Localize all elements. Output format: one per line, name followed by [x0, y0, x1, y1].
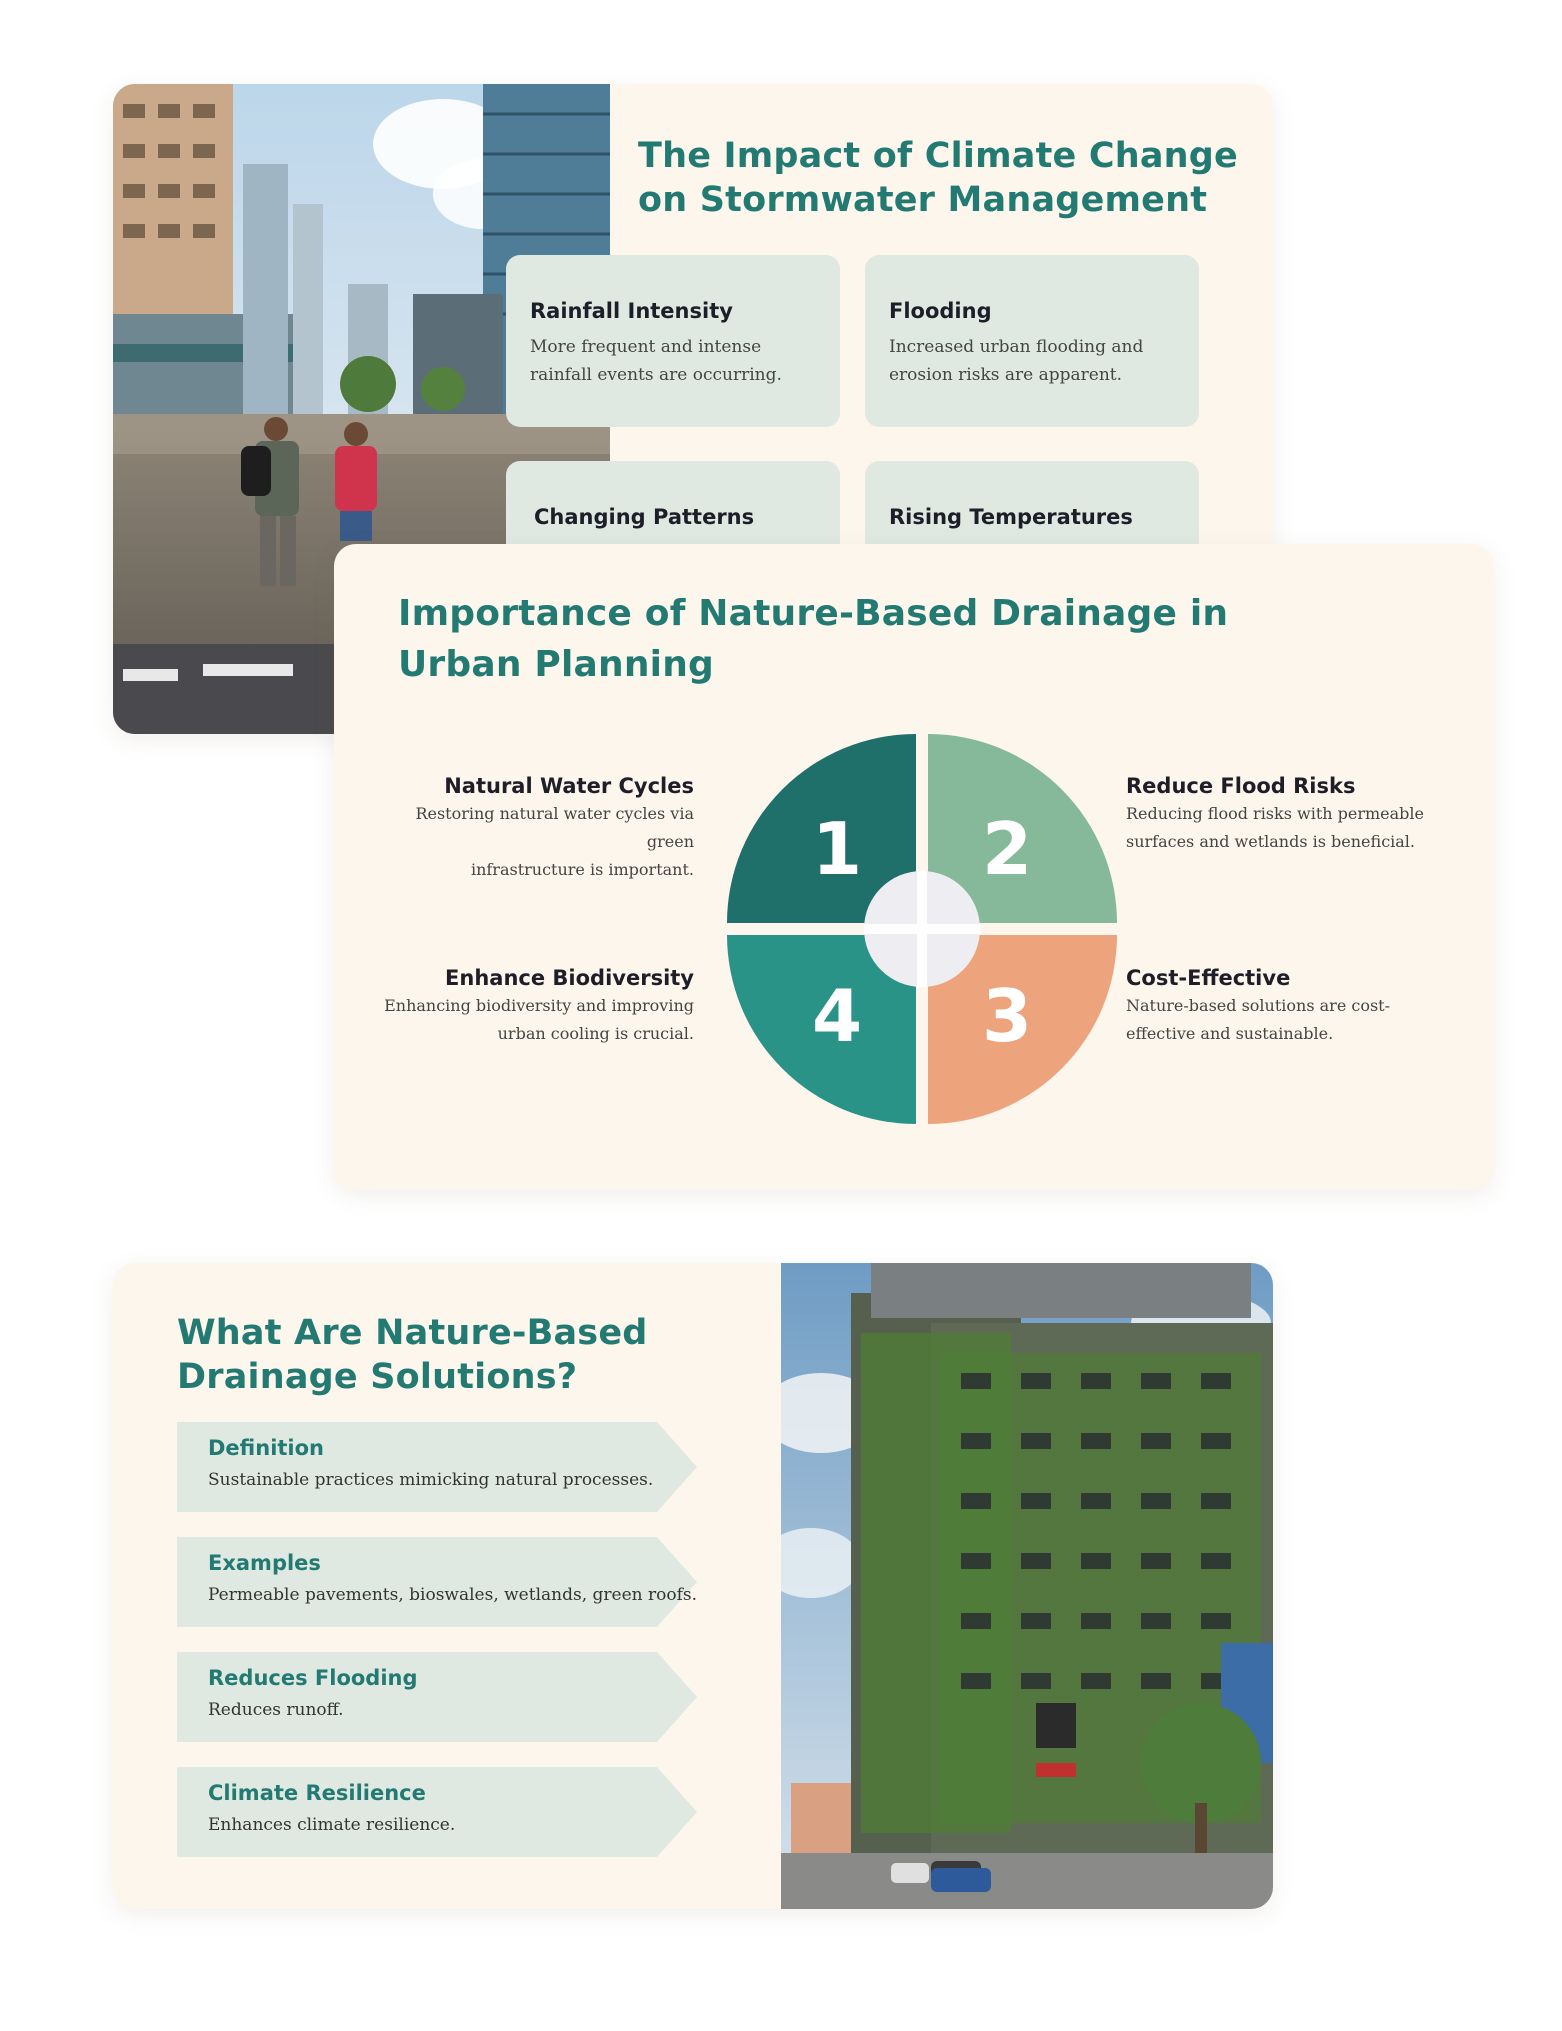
title-line-1: The Impact of Climate Change — [638, 136, 1238, 176]
arrow-reduces-flooding — [177, 1652, 697, 1742]
item-desc-line-1: Restoring natural water cycles via green — [415, 804, 694, 851]
arrow-description: Sustainable practices mimicking natural processes. — [208, 1470, 654, 1490]
item-cost-effective — [1126, 964, 1446, 1048]
title-line-2: Urban Planning — [398, 644, 715, 685]
item-title: Natural Water Cycles — [444, 774, 694, 798]
item-natural-water-cycles — [374, 772, 694, 884]
slide-title — [177, 1311, 697, 1399]
arrow-examples — [177, 1537, 697, 1627]
slide-nature-drainage-importance — [334, 544, 1494, 1190]
title-line-1: Importance of Nature-Based Drainage in — [398, 593, 1229, 634]
quadrant-diagram — [722, 729, 1122, 1129]
card-rainfall-intensity — [506, 255, 840, 427]
arrow-description: Permeable pavements, bioswales, wetlands, green roofs. — [208, 1585, 698, 1605]
item-title: Reduce Flood Risks — [1126, 774, 1356, 798]
quadrant-number: 1 — [811, 807, 863, 891]
title-line-1: What Are Nature-Based — [177, 1313, 648, 1353]
item-title: Enhance Biodiversity — [445, 966, 694, 990]
card-flooding — [865, 255, 1199, 427]
quadrant-number: 3 — [981, 974, 1033, 1058]
quadrant-number: 2 — [981, 807, 1033, 891]
card-title: Changing Patterns — [534, 505, 755, 529]
item-reduce-flood-risks — [1126, 772, 1446, 856]
item-desc-line-2: surfaces and wetlands is beneficial. — [1126, 832, 1416, 851]
card-title: Rising Temperatures — [889, 505, 1133, 529]
arrow-title: Definition — [208, 1436, 325, 1460]
arrow-title: Reduces Flooding — [208, 1666, 418, 1690]
slide-what-are-nature-based-solutions — [113, 1263, 1273, 1909]
card-description: Increased urban flooding and erosion risks are apparent. — [889, 337, 1144, 385]
item-desc-line-2: urban cooling is crucial. — [497, 1024, 694, 1043]
item-title: Cost-Effective — [1126, 966, 1291, 990]
green-building-photo — [781, 1263, 1273, 1909]
quadrant-number: 4 — [811, 974, 863, 1058]
title-line-2: on Stormwater Management — [638, 180, 1208, 220]
card-title: Rainfall Intensity — [530, 299, 733, 323]
arrow-description: Enhances climate resilience. — [208, 1815, 456, 1835]
card-title: Flooding — [889, 299, 992, 323]
item-desc-line-2: infrastructure is important. — [470, 860, 694, 879]
arrow-climate-resilience — [177, 1767, 697, 1857]
title-line-2: Drainage Solutions? — [177, 1357, 578, 1397]
arrow-title: Climate Resilience — [208, 1781, 426, 1805]
arrow-title: Examples — [208, 1551, 321, 1575]
arrow-definition — [177, 1422, 697, 1512]
item-desc-line-2: effective and sustainable. — [1126, 1024, 1334, 1043]
item-desc-line-1: Nature-based solutions are cost- — [1126, 996, 1391, 1015]
item-desc-line-1: Enhancing biodiversity and improving — [384, 996, 694, 1015]
item-enhance-biodiversity — [374, 964, 694, 1048]
arrow-description: Reduces runoff. — [208, 1700, 344, 1720]
card-description: More frequent and intense rainfall events are occurring. — [530, 337, 782, 385]
slide-title — [638, 134, 1238, 222]
slide-title — [398, 588, 1258, 690]
item-desc-line-1: Reducing flood risks with permeable — [1126, 804, 1425, 823]
